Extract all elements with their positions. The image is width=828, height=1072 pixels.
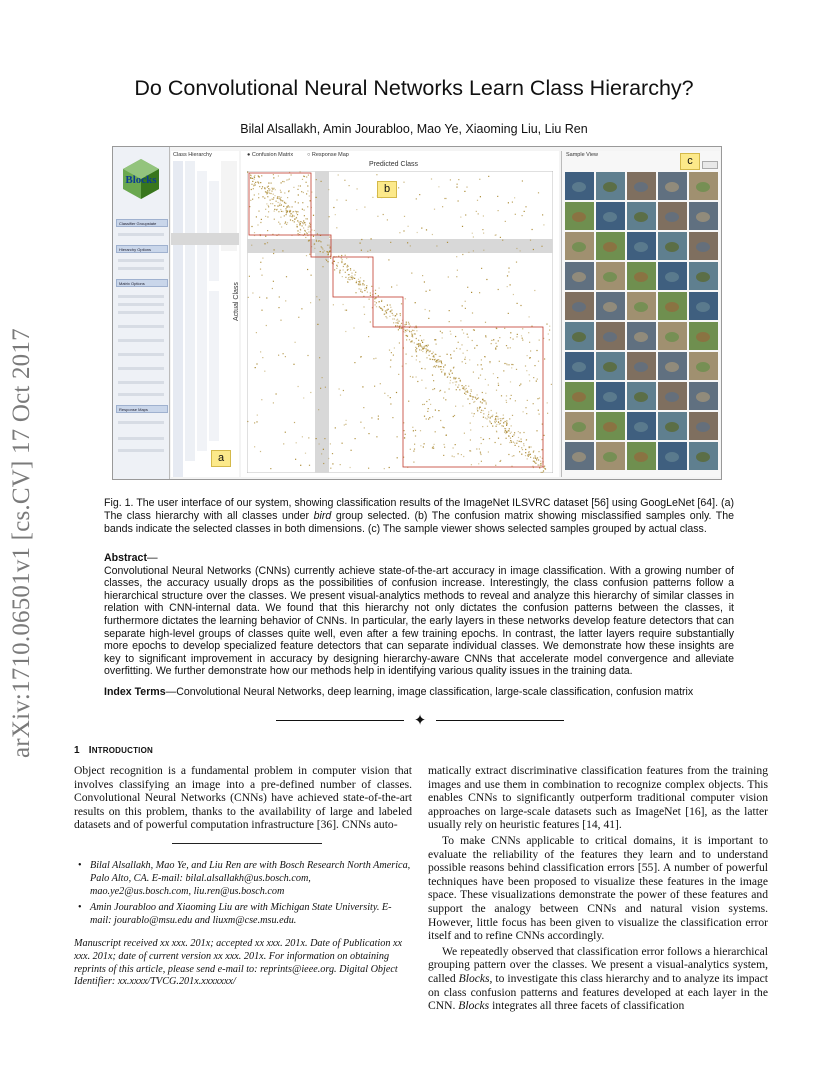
figure-label-a: a: [211, 450, 231, 467]
arxiv-identifier: arXiv:1710.06501v1 [cs.CV] 17 Oct 2017: [8, 328, 35, 758]
paragraph: We repeatedly observed that classification error follows a hierarchical grouping pattern over the classes. We present a visual-analytics system, called Blocks, to investigate this class hierarchy and to analyze its impact on class confusion patterns and features developed at each layer in the CNN. Blocks integrates all three facets of classification: [428, 944, 769, 1013]
control-radio[interactable]: [118, 295, 164, 298]
paper-title: Do Convolutional Neural Networks Learn Class Hierarchy?: [134, 76, 694, 100]
right-column-text: [428, 764, 768, 1013]
footnote-affiliation-bosch: • Bilal Alsallakh, Mao Ye, and Liu Ren are with Bosch Research North America, Palo Alto, CA. E-mail: bilal.alsallakh@us.bosch.com, mao.ye2@us.bosch.com, liu.ren@us.bosch.com: [78, 860, 411, 897]
confusion-matrix-panel: [233, 151, 559, 477]
author-list: Bilal Alsallakh, Amin Jourabloo, Mao Ye, Xiaoming Liu, Liu Ren: [240, 122, 588, 136]
control-radio[interactable]: [118, 311, 164, 314]
paragraph: matically extract discriminative classification features from the training images and use them in combination to recognize complex objects. This enables CNNs to significantly outperform traditional computer vision approaches on large-scale datasets such as ImageNet [16], as the latter usually rely on heuristic features [14, 41].: [428, 764, 768, 832]
manuscript-info: Manuscript received xx xxx. 201x; accepted xx xxx. 201x. Date of Publication xx xxx. 201x; date of current version xx xxx. 201x. For information on obtaining reprints of this article, please send e-mail to: reprints@ieee.org. Digital Object Identifier: xx.xxxx/TVCG.201x.xxxxxxx/: [74, 937, 403, 988]
control-slider[interactable]: [118, 325, 164, 328]
control-checkbox[interactable]: [118, 449, 164, 452]
paragraph: To make CNNs applicable to critical domains, it is important to evaluate the reliability of the features they learn and to understand possible reasons behind classification errors [55]. A number of powerful techniques have been proposed to visualize these features in the image space. These visualizations demonstrate the power of these features and support the analogy between CNNs and natural vision systems. However, little focus has been given to visualize the classification error itself and to refine CNNs accordingly.: [428, 833, 768, 943]
control-panel: [113, 147, 170, 479]
figure-caption: Fig. 1. The user interface of our system, showing classification results of the ImageNet ILSVRC dataset [56] using GoogLeNet [64]. (a) The class hierarchy with all classes under bird group selected. (b) The confusion matrix showing misclassified samples only. The bands indicate the selected classes in both dimensions. (c) The sample viewer shows selected samples grouped by actual class.: [104, 497, 735, 536]
radio-confusion-matrix[interactable]: ● Confusion Matrix: [247, 152, 294, 158]
class-hierarchy-panel: [171, 151, 239, 477]
control-slider[interactable]: [118, 367, 164, 370]
control-header[interactable]: Response Maps: [116, 405, 168, 413]
index-terms: Index Terms—Convolutional Neural Networks, deep learning, image classification, large-scale classification, confusion matrix: [104, 686, 694, 698]
hierarchy-title: Class Hierarchy: [173, 152, 212, 158]
footnote-rule: [172, 843, 322, 844]
confusion-matrix-grid: [247, 171, 553, 473]
separator-rule-left: [276, 720, 404, 721]
figure-label-b: b: [377, 181, 397, 198]
control-checkbox[interactable]: [118, 267, 164, 270]
figure-1-screenshot: [112, 146, 722, 480]
abstract-body: Convolutional Neural Networks (CNNs) currently achieve state-of-the-art accuracy in image classification. With a growing number of classes, the accuracy usually drops as the possibilities of confusion increase. Interestingly, the class confusion patterns follow a hierarchical structure over the classes. We present visual-analytics methods to reveal and analyze this hierarchy of similar classes in relation with CNN-internal data. We found that this hierarchy not only dictates the confusion patterns between the classes, it furthermore dictates the learning behavior of CNNs. In particular, the early layers in these networks develop feature detectors that can separate high-level groups of classes quite well, even after a few training epochs. In contrast, the latter layers require substantially more epochs to develop specialized feature detectors that can separate individual classes. We demonstrate how these insights are key to significant improvement in accuracy by designing hierarchy-aware CNNs that accelerate model convergence and alleviate overfitting. We further demonstrate how our methods help in identifying various quality issues in the training data.: [104, 564, 734, 678]
logo-text: Blocks: [125, 174, 157, 186]
abstract-heading: Abstract: [104, 552, 147, 564]
predicted-class-label: Predicted Class: [369, 161, 419, 168]
sample-view-panel: [561, 151, 720, 477]
control-slider[interactable]: [118, 339, 164, 342]
control-checkbox[interactable]: [118, 393, 164, 396]
control-slider[interactable]: [118, 437, 164, 440]
figure-label-c: c: [680, 153, 700, 170]
abstract: Abstract— Convolutional Neural Networks (CNNs) currently achieve state-of-the-art accuracy in image classification. With a growing number of classes, the accuracy usually drops as the possibilities of confusion increase. Interestingly, the class confusion patterns follow a hierarchical structure over the classes. We present visual-analytics methods to reveal and analyze this hierarchy of similar classes in relation with CNN-internal data. We found that this hierarchy not only dictates the confusion patterns between the classes, it furthermore dictates the learning behavior of CNNs. In particular, the early layers in these networks develop feature detectors that can separate high-level groups of classes quite well, even after a few training epochs. In contrast, the latter layers require substantially more epochs to develop specialized feature detectors that can separate individual classes. We demonstrate how these insights are key to significant improvement in accuracy by designing hierarchy-aware CNNs that accelerate model convergence and alleviate overfitting. We further demonstrate how our methods help in identifying various quality issues in the training data.: [104, 552, 734, 678]
footnotes: [74, 860, 412, 989]
control-slider[interactable]: [118, 381, 164, 384]
sample-view-button[interactable]: [702, 161, 718, 169]
section-heading: 1 INTRODUCTION: [74, 745, 153, 756]
separator-ornament: ✦: [413, 711, 427, 729]
radio-response-map[interactable]: ○ Response Map: [307, 152, 349, 158]
control-slider[interactable]: [118, 353, 164, 356]
control-slider[interactable]: [118, 233, 164, 236]
control-radio[interactable]: [118, 303, 164, 306]
footnote-affiliation-msu: • Amin Jourabloo and Xiaoming Liu are with Michigan State University. E-mail: jourablo@msu.edu and liuxm@cse.msu.edu.: [78, 902, 392, 927]
sample-view-title: Sample View: [566, 152, 598, 158]
separator-rule-right: [436, 720, 564, 721]
control-header[interactable]: Classifier Groupstate: [116, 219, 168, 227]
blocks-logo: [119, 157, 163, 201]
actual-class-label: Actual Class: [233, 282, 240, 321]
control-slider[interactable]: [118, 421, 164, 424]
sample-thumbnail-grid: [564, 171, 718, 475]
control-header[interactable]: Matrix Options: [116, 279, 168, 287]
hierarchy-tree: [171, 161, 239, 477]
control-header[interactable]: Hierarchy Options: [116, 245, 168, 253]
left-column-text: Object recognition is a fundamental problem in computer vision that involves classifying an image into a pre-defined number of classes. Convolutional Neural Networks (CNNs) have achieved state-of-the-art results on this problem, thanks to the availability of large and labeled datasets and of powerful computation infrastructure [36]. CNNs auto-: [74, 764, 412, 832]
control-select[interactable]: [118, 259, 164, 262]
